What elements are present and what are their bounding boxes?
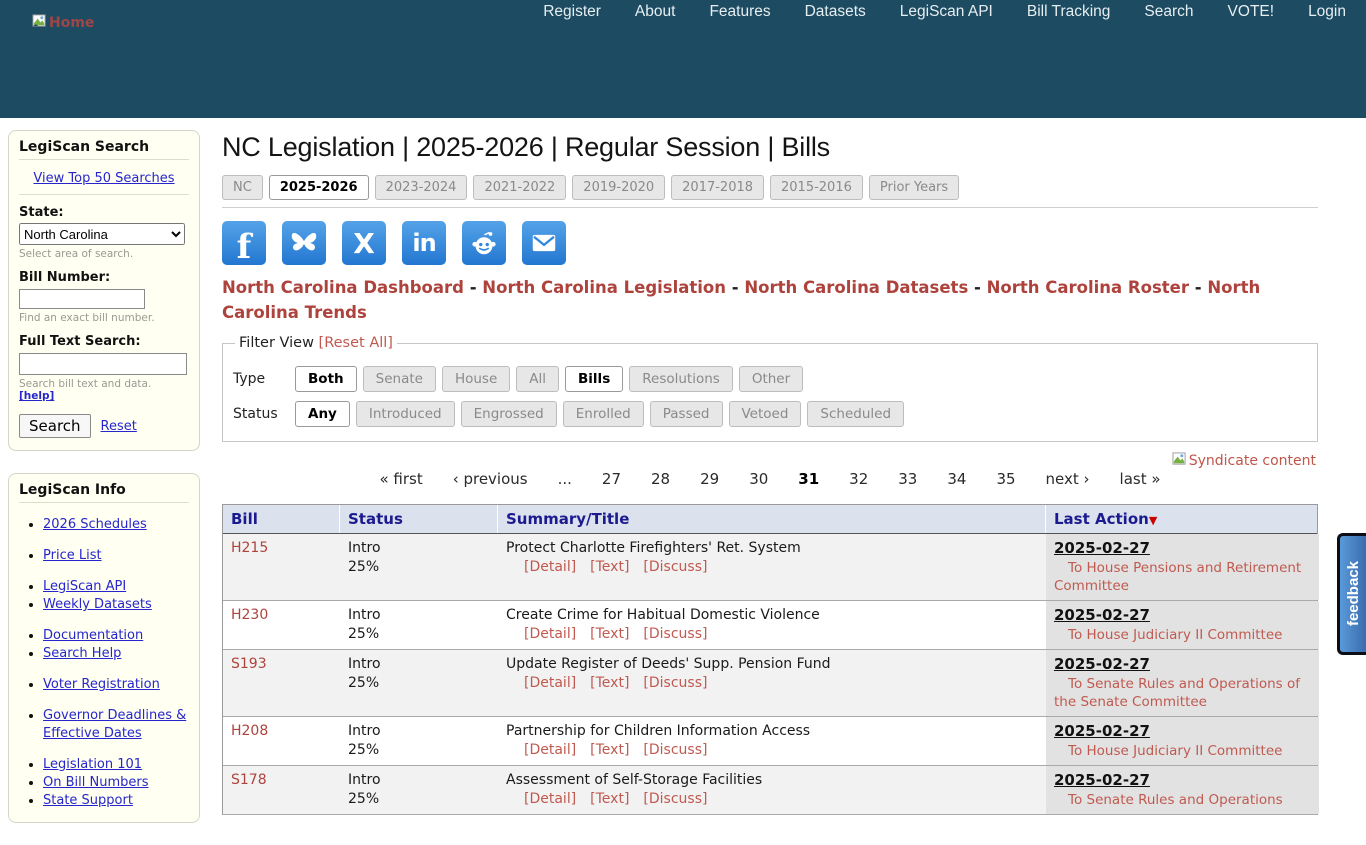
status-cell [340,601,498,649]
info-link-groups [19,516,189,810]
pager [222,448,1318,488]
nav-item [900,1,993,21]
info-list-item [43,676,189,694]
nav-item [1308,1,1346,21]
state-link-north-carolina-legislation[interactable]: North Carolina Legislation [482,278,727,297]
last-action-date[interactable]: 2025-02-27 [1054,722,1150,740]
broken-image-icon [32,14,47,32]
view-top-50-link[interactable]: View Top 50 Searches [33,171,175,186]
share-linkedin-icon[interactable]: in [402,221,446,265]
state-link-north-carolina-dashboard[interactable]: North Carolina Dashboard [222,278,464,297]
info-link[interactable]: Voter Registration [43,677,160,692]
page-title: NC Legislation | 2025-2026 | Regular Session | Bills [222,132,830,162]
status-filter-tabs [295,401,904,427]
text-link[interactable]: [Text] [590,675,630,691]
status-percent: 25% [348,559,380,575]
summary-cell [498,534,1046,600]
syndicate-content-link[interactable] [1172,452,1316,470]
bill-link[interactable]: H215 [231,540,269,556]
session-tab-2025-2026[interactable]: 2025-2026 [269,175,369,200]
bill-number-label: Bill Number: [19,270,111,285]
table-body [223,534,1317,815]
pager-page[interactable]: 33 [898,470,918,488]
table-row [223,717,1317,766]
info-link[interactable]: Weekly Datasets [43,597,152,612]
doc-links [506,625,1038,644]
bill-number-input[interactable] [19,289,145,309]
home-link[interactable] [32,14,94,32]
bill-title: Assessment of Self-Storage Facilities [506,772,763,788]
session-tab-prior-years[interactable]: Prior Years [869,175,959,200]
status-cell [340,534,498,600]
pager-page[interactable]: 28 [651,470,671,488]
pager-page[interactable]: 34 [947,470,967,488]
text-link[interactable]: [Text] [590,791,630,807]
session-tab-2021-2022[interactable]: 2021-2022 [473,175,566,200]
state-link-north-carolina-trends[interactable]: North Carolina Trends [222,278,1261,322]
nav-item [1027,1,1111,21]
state-hint: Select area of search. [19,248,134,260]
link-separator: - [726,278,745,297]
last-action-date[interactable]: 2025-02-27 [1054,771,1150,789]
type-tab-all[interactable]: All [516,366,559,392]
table-row [223,534,1317,601]
filter-view-label: Filter View [239,335,319,351]
status-tab-vetoed[interactable]: Vetoed [729,401,802,427]
status-stage: Intro [348,607,381,623]
bill-title: Partnership for Children Information Access [506,723,811,739]
bill-link[interactable]: H230 [231,607,269,623]
type-tab-senate[interactable]: Senate [363,366,436,392]
reset-all-link[interactable]: [Reset All] [318,335,393,351]
session-tab-nc[interactable]: NC [222,175,263,200]
share-reddit-icon[interactable] [462,221,506,265]
state-page-links [222,275,1318,325]
last-action-date[interactable]: 2025-02-27 [1054,539,1150,557]
last-action-date[interactable]: 2025-02-27 [1054,655,1150,673]
type-filter-label: Type [233,371,266,387]
pager-page[interactable]: 29 [700,470,720,488]
nav-link-register[interactable]: Register [543,3,601,20]
home-label: Home [49,15,95,31]
type-tab-house[interactable]: House [442,366,510,392]
last-action-cell [1046,534,1319,600]
text-link[interactable]: [Text] [590,626,630,642]
column-header-bill[interactable]: Bill [223,505,340,533]
bills-table [222,504,1318,815]
nav-link-datasets[interactable]: Datasets [804,3,866,20]
table-row [223,650,1317,717]
search-button[interactable]: Search [19,414,91,438]
bill-cell [223,601,340,649]
state-link-north-carolina-datasets[interactable]: North Carolina Datasets [744,278,969,297]
info-link-group [43,578,189,614]
state-label: State: [19,205,64,220]
pager-page[interactable]: 35 [996,470,1016,488]
discuss-link[interactable]: [Discuss] [643,675,708,691]
type-tab-resolutions[interactable]: Resolutions [629,366,733,392]
status-stage: Intro [348,723,381,739]
doc-links [506,558,1038,577]
session-tab-2023-2024[interactable]: 2023-2024 [375,175,468,200]
full-text-hint [19,378,189,402]
link-separator: - [968,278,987,297]
top-navbar [0,0,1366,118]
nav-link-bill-tracking[interactable]: Bill Tracking [1026,3,1111,20]
status-percent: 25% [348,675,380,691]
full-text-hint-text: Search bill text and data. [19,378,152,390]
info-link-group [43,676,189,694]
type-filter-tabs [295,366,803,392]
feedback-label: feedback [1344,561,1362,627]
info-list-item [43,547,189,565]
full-text-input[interactable] [19,353,187,375]
doc-links [506,674,1038,693]
info-link[interactable]: Governor Deadlines & Effective Dates [43,708,187,741]
discuss-link[interactable]: [Discuss] [643,742,708,758]
share-email-icon[interactable] [522,221,566,265]
syndicate-label: Syndicate content [1188,453,1316,469]
info-link[interactable]: Documentation [43,628,144,643]
summary-cell [498,601,1046,649]
table-row [223,766,1317,815]
filter-view-legend [235,335,397,351]
info-link-group [43,516,189,534]
info-link[interactable]: Legislation 101 [43,757,143,772]
info-link[interactable]: State Support [43,793,133,808]
last-action-text: To House Judiciary II Committee [1068,743,1283,759]
nav-item [635,1,676,21]
doc-links [506,741,1038,760]
info-list-item [43,792,189,810]
pager-last[interactable]: last » [1119,470,1161,488]
share-bluesky-icon[interactable] [282,221,326,265]
info-link-group [43,627,189,663]
nav-item [709,1,770,21]
info-list-item [43,707,189,743]
legiscan-search-box [8,130,200,451]
type-tab-both[interactable]: Both [295,366,357,392]
nav-item [1144,1,1193,21]
status-cell [340,766,498,814]
bill-title: Protect Charlotte Firefighters' Ret. System [506,540,801,556]
share-facebook-icon[interactable]: f [222,221,266,265]
feedback-tab[interactable] [1337,533,1366,655]
status-filter-label: Status [233,406,278,422]
nav-link-search[interactable]: Search [1144,3,1194,20]
bill-number-hint: Find an exact bill number. [19,312,155,324]
status-tab-introduced[interactable]: Introduced [356,401,455,427]
nav-link-legiscan-api[interactable]: LegiScan API [899,3,993,20]
search-box-title: LegiScan Search [19,139,189,160]
nav-link-vote-[interactable]: VOTE! [1227,3,1275,20]
info-link-group [43,756,189,810]
info-link-group [43,707,189,743]
status-tab-scheduled[interactable]: Scheduled [807,401,904,427]
column-header-summary-title[interactable]: Summary/Title [498,505,1046,533]
column-header-status[interactable]: Status [340,505,498,533]
column-header-last-action[interactable]: Last Action▼ [1054,510,1158,528]
state-select[interactable] [19,223,185,245]
status-stage: Intro [348,540,381,556]
last-action-text: To Senate Rules and Operations of the Senate Committee [1054,676,1301,710]
status-stage: Intro [348,772,381,788]
info-link[interactable]: Search Help [43,646,122,661]
last-action-cell [1046,601,1319,649]
sidebar [0,118,202,845]
table-row [223,601,1317,650]
last-action-date[interactable]: 2025-02-27 [1054,606,1150,624]
bill-cell [223,650,340,716]
bill-link[interactable]: S178 [231,772,267,788]
share-x-twitter-icon[interactable]: X [342,221,386,265]
discuss-link[interactable]: [Discuss] [643,626,708,642]
detail-link[interactable]: [Detail] [524,742,577,758]
link-separator: - [1189,278,1208,297]
last-action-cell [1046,650,1319,716]
pager-ellipsis: ... [557,470,572,488]
bill-link[interactable]: H208 [231,723,269,739]
info-link-group [43,547,189,565]
status-cell [340,717,498,765]
last-action-text: To House Judiciary II Committee [1068,627,1283,643]
broken-image-icon [1172,452,1187,470]
last-action-cell [1046,766,1319,814]
status-tab-passed[interactable]: Passed [650,401,723,427]
session-tabs [222,175,1318,208]
bill-cell [223,717,340,765]
last-action-cell [1046,717,1319,765]
main-nav [543,0,1346,21]
bill-cell [223,766,340,814]
status-stage: Intro [348,656,381,672]
pager-page[interactable]: 27 [601,470,622,488]
nav-item [805,1,866,21]
info-list-item [43,578,189,596]
detail-link[interactable]: [Detail] [524,559,577,575]
nav-item [543,1,601,21]
pager-page-current: 31 [798,470,820,488]
last-action-text: To House Pensions and Retirement Committee [1054,560,1302,594]
status-tab-any[interactable]: Any [295,401,350,427]
main-content [222,118,1318,815]
link-separator: - [463,278,483,297]
doc-links [506,790,1038,809]
status-tab-engrossed[interactable]: Engrossed [461,401,557,427]
detail-link[interactable]: [Detail] [524,675,577,691]
info-link[interactable]: Price List [43,548,102,563]
bill-title: Create Crime for Habitual Domestic Violence [506,607,820,623]
nav-link-login[interactable]: Login [1308,3,1346,20]
legiscan-info-box [8,473,200,823]
social-share-row [222,221,1318,265]
last-action-text: To Senate Rules and Operations [1068,792,1283,808]
discuss-link[interactable]: [Discuss] [643,791,708,807]
text-link[interactable]: [Text] [590,742,630,758]
info-list-item [43,627,189,645]
detail-link[interactable]: [Detail] [524,626,577,642]
bill-link[interactable]: S193 [231,656,267,672]
session-tab-2019-2020[interactable]: 2019-2020 [572,175,665,200]
status-percent: 25% [348,626,380,642]
nav-link-features[interactable]: Features [709,3,771,20]
bill-cell [223,534,340,600]
reset-link[interactable]: Reset [100,418,137,434]
summary-cell [498,766,1046,814]
pager-next[interactable]: next › [1045,470,1090,488]
pager-previous[interactable]: ‹ previous [452,470,528,488]
info-link[interactable]: LegiScan API [43,579,127,594]
info-list-item [43,596,189,614]
pager-page[interactable]: 32 [849,470,869,488]
session-tab-2017-2018[interactable]: 2017-2018 [671,175,764,200]
filter-view-fieldset [222,335,1318,442]
info-list-item [43,645,189,663]
info-list-item [43,516,189,534]
nav-item [1228,1,1275,21]
full-text-label: Full Text Search: [19,334,141,349]
sort-desc-icon: ▼ [1148,514,1158,527]
status-cell [340,650,498,716]
info-link[interactable]: On Bill Numbers [43,775,149,790]
pager-first[interactable]: « first [379,470,423,488]
info-list-item [43,774,189,792]
bill-title: Update Register of Deeds' Supp. Pension Fund [506,656,831,672]
discuss-link[interactable]: [Discuss] [643,559,708,575]
summary-cell [498,650,1046,716]
table-header-row [223,505,1317,534]
info-link[interactable]: 2026 Schedules [43,517,147,532]
session-tab-2015-2016[interactable]: 2015-2016 [770,175,863,200]
detail-link[interactable]: [Detail] [524,791,577,807]
pagination-area [222,448,1318,496]
info-list-item [43,756,189,774]
type-tab-bills[interactable]: Bills [565,366,623,392]
status-percent: 25% [348,791,380,807]
info-box-title: LegiScan Info [19,482,189,503]
status-tab-enrolled[interactable]: Enrolled [563,401,644,427]
status-percent: 25% [348,742,380,758]
state-link-north-carolina-roster[interactable]: North Carolina Roster [986,278,1190,297]
type-tab-other[interactable]: Other [739,366,803,392]
nav-link-about[interactable]: About [634,3,676,20]
help-link[interactable]: [help] [19,390,55,402]
text-link[interactable]: [Text] [590,559,630,575]
summary-cell [498,717,1046,765]
pager-page[interactable]: 30 [749,470,769,488]
